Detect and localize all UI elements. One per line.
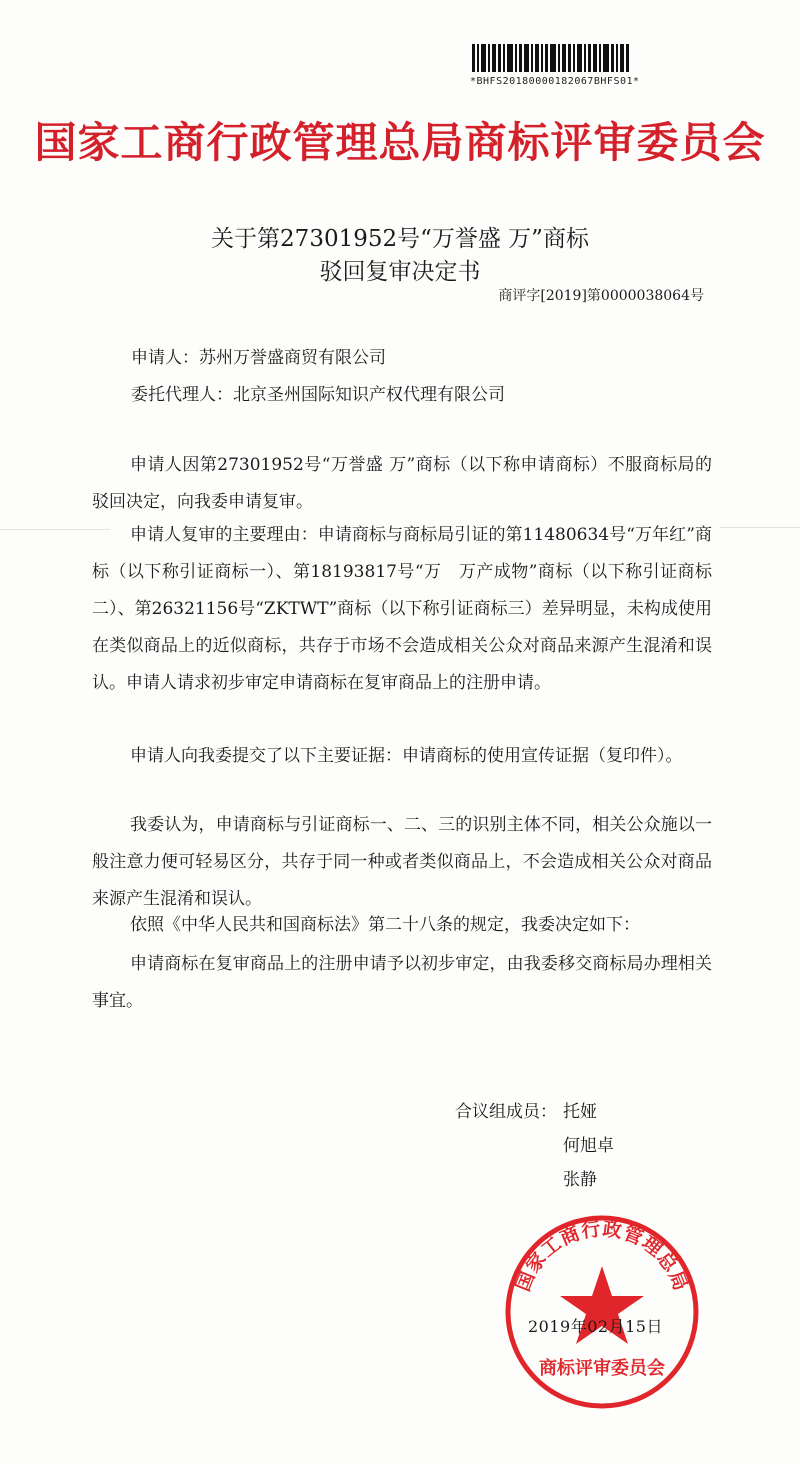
- agent-label: 委托代理人：: [131, 385, 233, 405]
- body-paragraph: 申请人复审的主要理由：申请商标与商标局引证的第11480634号“万年红”商标（以下称引证商标一）、第18193817号“万 万产成物”商标（以下称引证商标二）、第26321156号“ZKTWT”商标（以下称引证商标三）差异明显，未构成使用在类似商品上的近似商标，共存于市场不会造成相关公众对商品来源产生混淆和误认。申请人请求初步审定申请商标在复审商品上的注册申请。: [92, 525, 712, 693]
- body-paragraph: 申请人因第27301952号“万誉盛 万”商标（以下称申请商标）不服商标局的驳回决定，向我委申请复审。: [92, 455, 712, 512]
- agency-title: 国家工商行政管理总局商标评审委员会: [34, 118, 766, 167]
- document-number: 商评字[2019]第0000038064号: [498, 288, 704, 304]
- panel-members: [455, 1095, 614, 1197]
- scan-fold-line: [720, 527, 800, 528]
- decision-title-line1: 关于第27301952号“万誉盛 万”商标: [211, 226, 589, 252]
- barcode: [472, 44, 640, 72]
- applicant-line: [131, 343, 386, 368]
- seal-arc-text: 国家工商行政管理总局: [511, 1218, 693, 1295]
- member-name: 张静: [563, 1170, 597, 1190]
- decision-title-line2: 驳回复审决定书: [319, 259, 481, 285]
- agent-line: [131, 380, 505, 405]
- barcode-id: *BHFS20180000182067BHFS01*: [470, 76, 640, 87]
- body-paragraph: 申请人向我委提交了以下主要证据：申请商标的使用宣传证据（复印件）。: [130, 746, 683, 766]
- svg-text:商标评审委员会: 商标评审委员会: [539, 1358, 665, 1379]
- agent-name: 北京圣州国际知识产权代理有限公司: [233, 385, 505, 405]
- body-paragraph: 申请商标在复审商品上的注册申请予以初步审定，由我委移交商标局办理相关事宜。: [92, 954, 712, 1011]
- body-paragraph: 我委认为，申请商标与引证商标一、二、三的识别主体不同，相关公众施以一般注意力便可轻易区分，共存于同一种或者类似商品上，不会造成相关公众对商品来源产生混淆和误认。: [92, 815, 712, 909]
- members-label: 合议组成员：: [455, 1102, 557, 1122]
- applicant-name: 苏州万誉盛商贸有限公司: [199, 348, 386, 368]
- official-seal: [497, 1212, 707, 1412]
- applicant-label: 申请人：: [131, 348, 199, 368]
- body-paragraph: 依照《中华人民共和国商标法》第二十八条的规定，我委决定如下：: [130, 915, 640, 935]
- decision-date: 2019年02月15日: [528, 1317, 663, 1336]
- member-name: 托娅: [563, 1102, 597, 1122]
- member-name: 何旭卓: [563, 1136, 614, 1156]
